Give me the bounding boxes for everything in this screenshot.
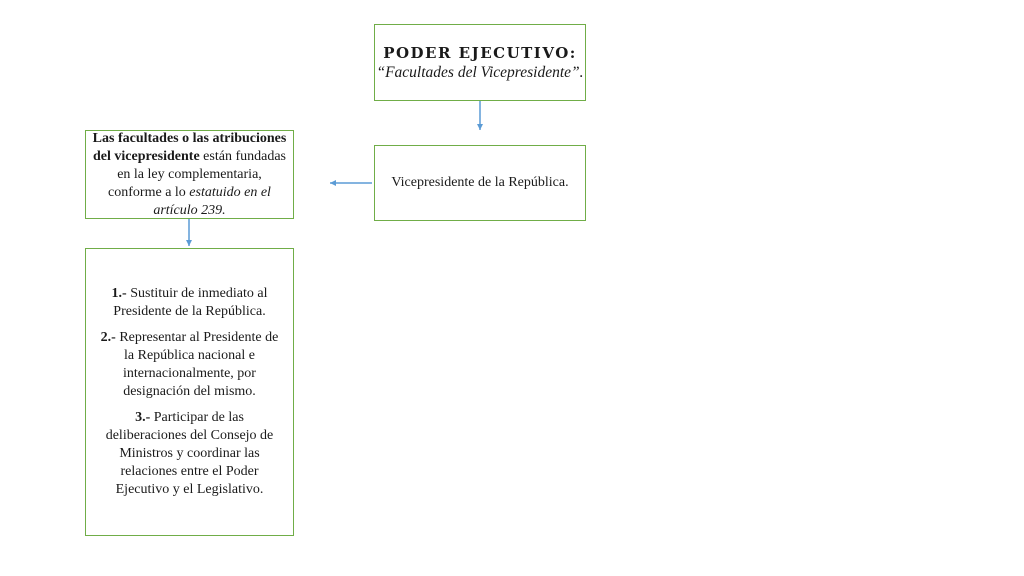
power-text: Sustituir de inmediato al Presidente de la República.: [113, 286, 268, 319]
power-number: 2.-: [100, 330, 116, 345]
title-subheading: “Facultades del Vicepresidente”.: [376, 63, 584, 81]
power-number: 1.-: [111, 286, 127, 301]
power-text: Representar al Presidente de la República nacional e internacionalmente, por designación del mismo.: [119, 330, 279, 399]
title-heading: PODER EJECUTIVO:: [383, 43, 577, 62]
description-part-3: estatuido en el artículo 239.: [153, 184, 271, 218]
description-part-2: están fundadas en la ley complementaria, conforme a lo: [108, 148, 286, 200]
vicepresident-label: Vicepresidente de la República.: [391, 175, 569, 190]
power-text: Participar de las deliberaciones del Consejo de Ministros y coordinar las relaciones entre el Poder Ejecutivo y el Legislativo.: [105, 410, 274, 497]
description-part-1: Las facultades o las atribuciones del vicepresidente: [92, 130, 287, 164]
power-number: 3.-: [135, 410, 151, 425]
